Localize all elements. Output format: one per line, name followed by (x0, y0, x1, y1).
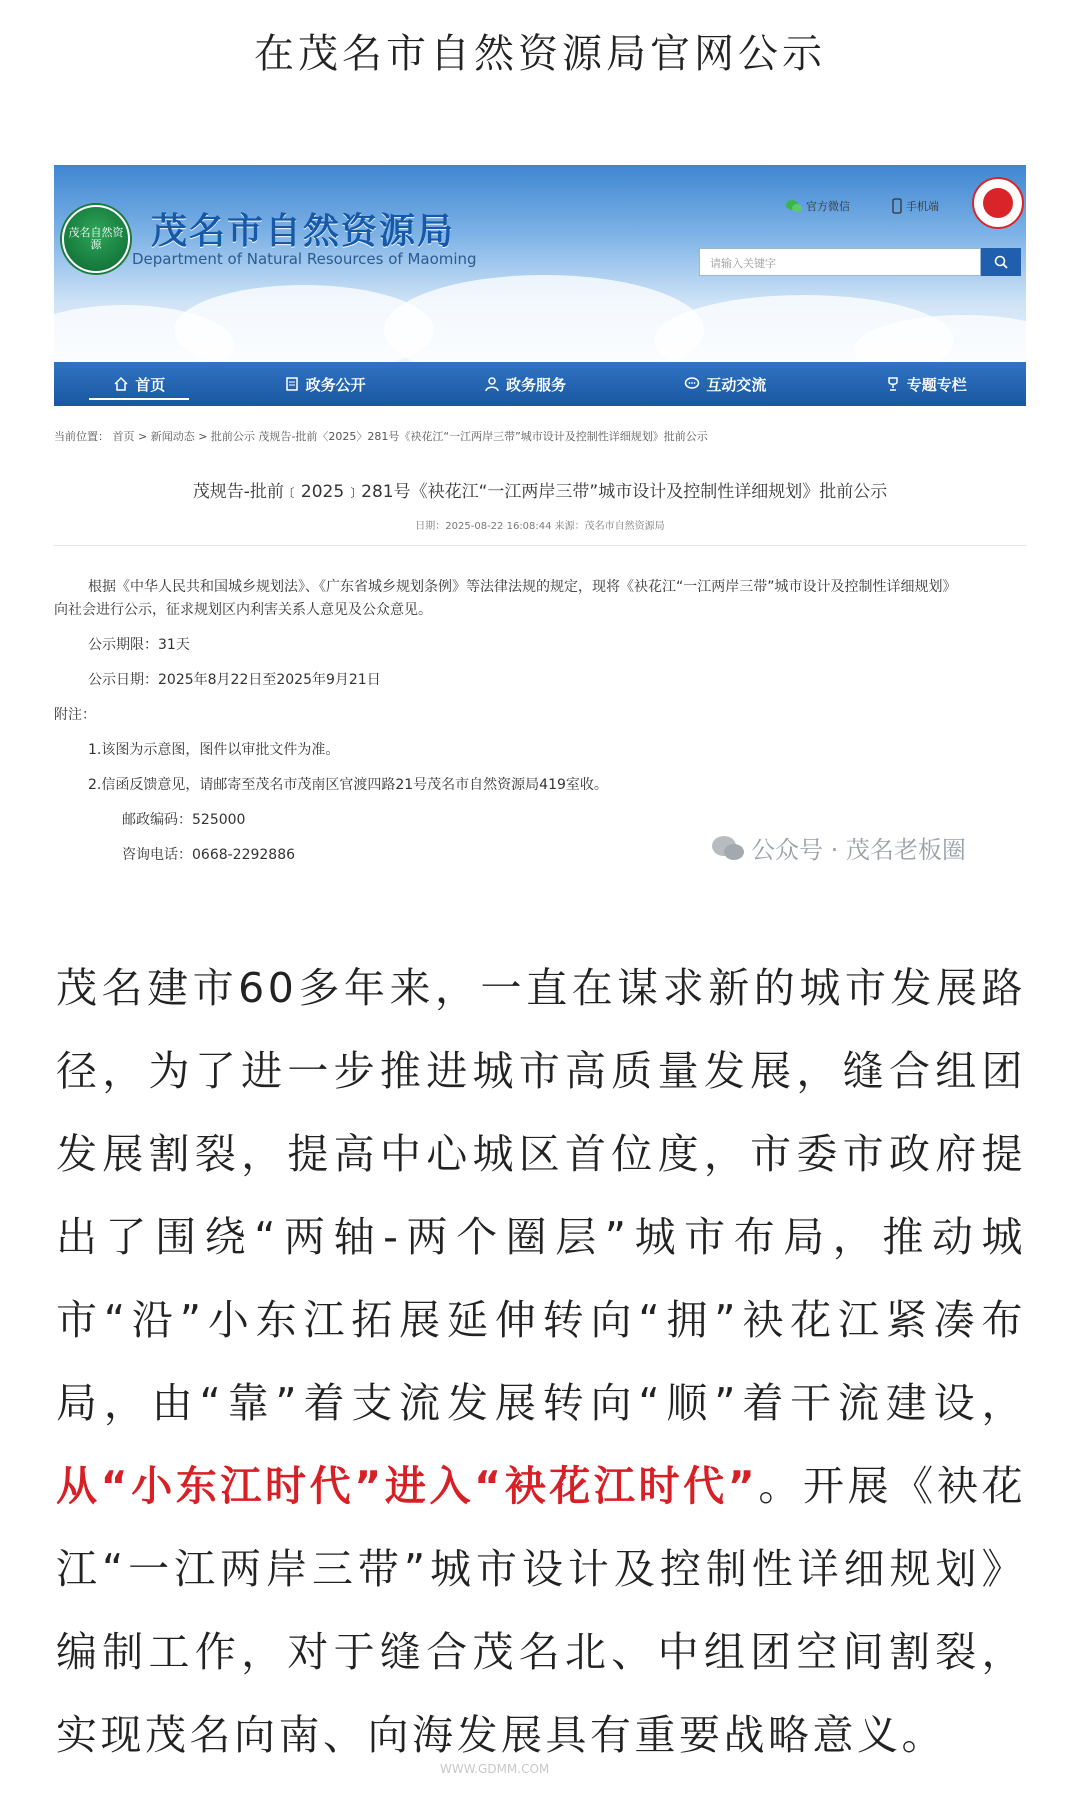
wechat-label: 官方微信 (806, 200, 850, 213)
search-input[interactable]: 请输入关键字 (699, 248, 981, 276)
search-icon (994, 255, 1008, 269)
article-meta: 日期：2025-08-22 16:08:44 来源：茂名市自然资源局 (415, 521, 665, 532)
divider (54, 545, 1026, 546)
phone-icon (892, 198, 902, 214)
highlight-text: 从“小东江时代”进入“袂花江时代” (56, 1462, 759, 1510)
breadcrumb[interactable]: 当前位置： 首页 > 新闻动态 > 批前公示 茂规告-批前〈2025〉281号《袂花江“一江两岸三带”城市设计及控制性详细规划》批前公示 (54, 430, 708, 443)
site-logo[interactable]: 茂名自然资源 (62, 205, 130, 273)
postcode: 邮政编码：525000 (122, 812, 246, 828)
wechat-link[interactable] (786, 198, 850, 214)
footer-watermark: WWW.GDMM.COM (440, 1762, 550, 1776)
nav-gov-open[interactable]: 政务公开 (260, 362, 390, 406)
wechat-icon (786, 199, 802, 213)
nav-gov-service[interactable]: 政务服务 (460, 362, 590, 406)
article-body (56, 947, 1026, 1777)
nav-interaction[interactable]: 互动交流 (660, 362, 790, 406)
site-banner (54, 165, 1026, 362)
trophy-icon (885, 376, 901, 392)
search-button[interactable] (981, 248, 1021, 276)
website-screenshot (54, 165, 1026, 895)
body-text-part2: 。开展《袂花江“一江两岸三带”城市设计及控制性详细规划》编制工作，对于缝合茂名北、中组团空间割裂，实现茂名向南、向海发展具有重要战略意义。 (56, 1462, 1026, 1759)
mobile-link[interactable] (892, 198, 939, 214)
body-text-part1: 茂名建市60多年来，一直在谋求新的城市发展路径，为了进一步推进城市高质量发展，缝合组团发展割裂，提高中心城区首位度，市委市政府提出了围绕“两轴-两个圈层”城市布局，推动城市“沿”小东江拓展延伸转向“拥”袂花江紧凑布局，由“靠”着支流发展转向“顺”着干流建设， (56, 964, 1026, 1427)
note-label: 附注： (54, 707, 96, 723)
site-subtitle: Department of Natural Resources of Maoming (132, 250, 477, 268)
user-service-icon (484, 376, 500, 392)
watermark: 公众号 · 茂名老板圈 (711, 830, 966, 865)
article-paragraph-cont: 向社会进行公示，征求规划区内利害关系人意见及公众意见。 (54, 602, 432, 618)
notice-period: 公示期限：31天 (88, 637, 190, 653)
notice-dates: 公示日期：2025年8月22日至2025年9月21日 (88, 672, 381, 688)
city-emblem (972, 177, 1024, 229)
mobile-label: 手机端 (906, 200, 939, 213)
nav-home[interactable]: 首页 (89, 362, 189, 406)
main-nav (54, 362, 1026, 406)
nav-special[interactable]: 专题专栏 (861, 362, 991, 406)
note-2: 2.信函反馈意见，请邮寄至茂名市茂南区官渡四路21号茂名市自然资源局419室收。 (88, 777, 608, 793)
home-icon (113, 376, 129, 392)
wechat-icon (711, 834, 745, 862)
article-title: 茂规告-批前﹝2025﹞281号《袂花江“一江两岸三带”城市设计及控制性详细规划》批前公示 (192, 482, 888, 502)
note-1: 1.该图为示意图，图件以审批文件为准。 (88, 742, 340, 758)
phone: 咨询电话：0668-2292886 (122, 847, 296, 863)
post-caption: 在茂名市自然资源局官网公示 (254, 31, 826, 77)
document-icon (284, 376, 300, 392)
article-paragraph: 根据《中华人民共和国城乡规划法》、《广东省城乡规划条例》等法律法规的规定，现将《袂花江“一江两岸三带”城市设计及控制性详细规划》 (88, 579, 957, 595)
chat-icon (684, 376, 700, 392)
site-title: 茂名市自然资源局 (151, 211, 456, 252)
